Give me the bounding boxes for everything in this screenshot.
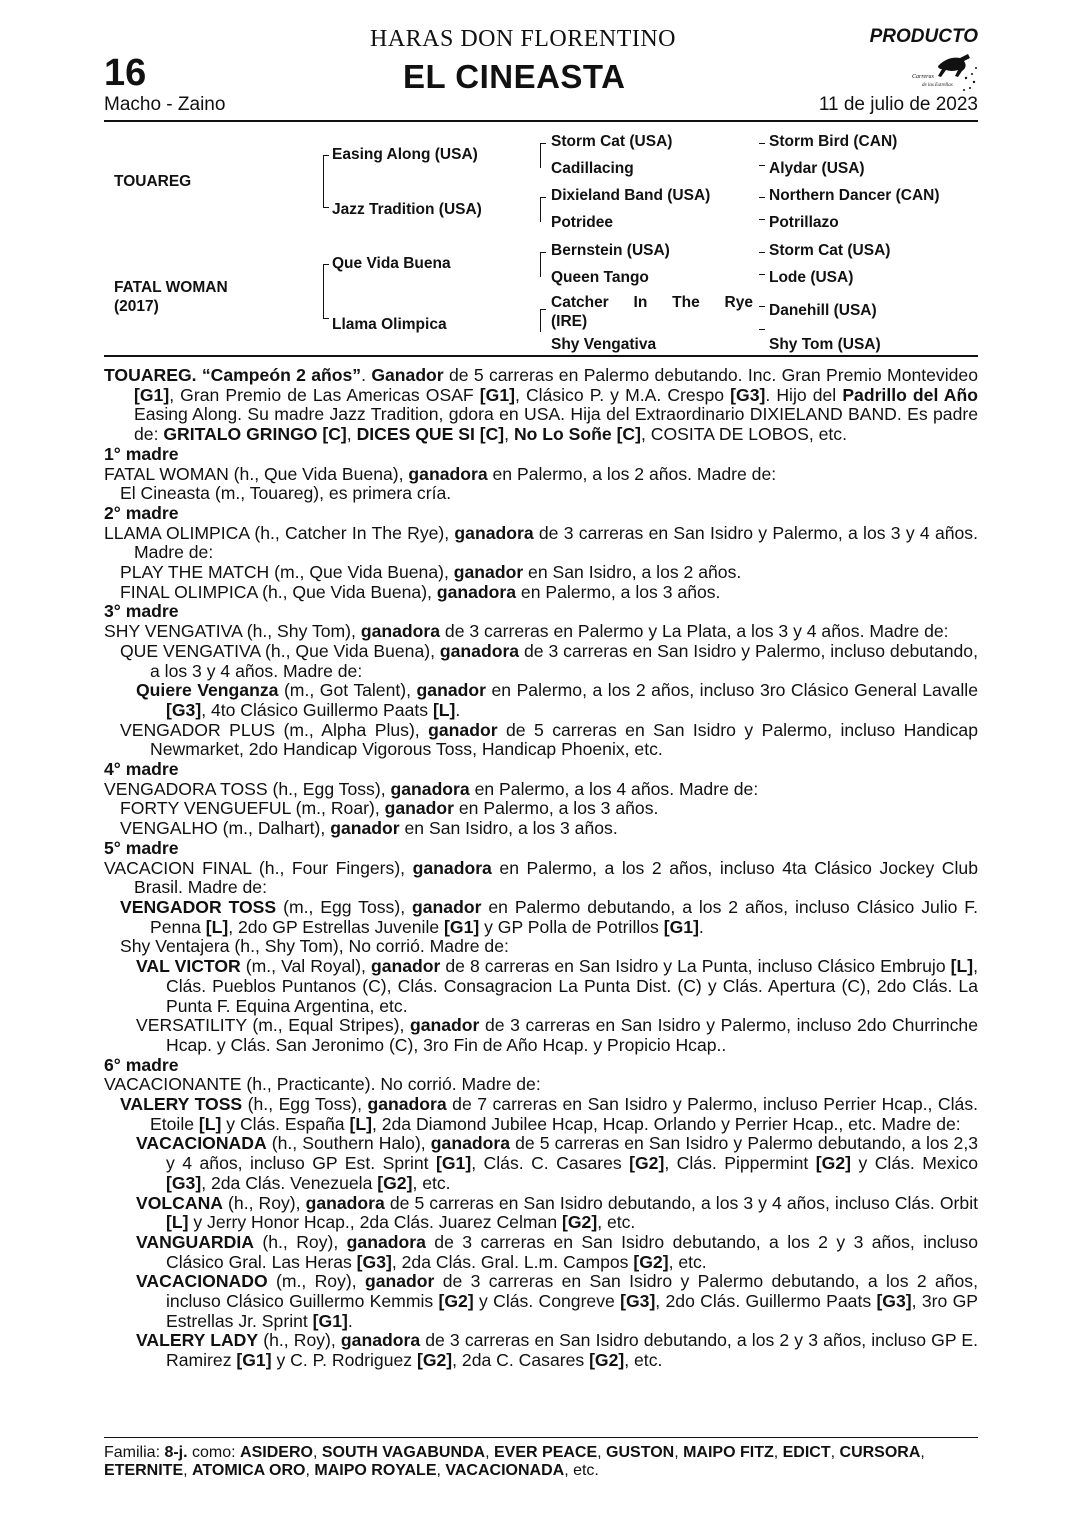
gen4-5: Storm Cat (USA) [769,242,891,259]
record-paragraph: Quiere Venganza (m., Got Talent), ganador en Palermo, a los 2 años, incluso 3ro Clásico General Lavalle [G3], 4to Clásico Guillermo Paats [L]. [136,680,979,720]
gen2-sire-dam: Jazz Tradition (USA) [332,201,482,218]
record-paragraph: VACACIONADA (h., Southern Halo), ganadora de 5 carreras en San Isidro y Palermo debutando, a los 2,3 y 4 años, incluso GP Est. Sprint [G1], Clás. C. Casares [G2], Clás. Pippermint [G2] y Clás. Mexico [G3], 2da Clás. Venezuela [G2], etc. [136,1133,979,1193]
gen3-1: Storm Cat (USA) [551,133,673,150]
stud-name: HARAS DON FLORENTINO [370,26,677,52]
record-paragraph: FORTY VENGUEFUL (m., Roar), ganador en Palermo, a los 3 años. [120,798,659,819]
record-paragraph: VENGADOR TOSS (m., Egg Toss), ganador en Palermo debutando, a los 2 años, incluso Clásico Julio F. Penna [L], 2do GP Estrellas Juvenile [G1] y GP Polla de Potrillos [G1]. [120,896,978,937]
dam-heading: 2° madre [104,502,179,523]
gen3-5: Bernstein (USA) [551,242,670,259]
dam-heading: 6° madre [104,1054,179,1075]
gen3-4: Potridee [551,214,614,231]
gen4-7: Danehill (USA) [769,302,877,319]
gen2-dam-dam: Llama Olimpica [332,316,447,333]
dam-heading: 4° madre [104,759,179,780]
dam-heading: 5° madre [104,837,179,858]
pedigree-rule [104,355,978,357]
gen2-sire-sire: Easing Along (USA) [332,146,478,163]
birth-date: 11 de julio de 2023 [818,94,978,115]
gen4-4: Potrillazo [769,214,839,231]
record-paragraph: VAL VICTOR (m., Val Royal), ganador de 8 carreras en San Isidro y La Punta, incluso Clásico Embrujo [L], Clás. Pueblos Puntanos (C), Clás. Consagracion La Punta Dist. (C) y Clás. Apertura (C), 2do Clás. La Punta F. Equina Argentina, etc. [136,956,978,1016]
gen4-2: Alydar (USA) [769,160,865,177]
sire-name: TOUAREG [114,173,192,190]
svg-text:de las Estrellas: de las Estrellas [922,83,953,88]
record-paragraph: VENGADOR PLUS (m., Alpha Plus), ganador de 5 carreras en San Isidro y Palermo, incluso Handicap Newmarket, 2do Handicap Vigorous Toss, Handicap Phoenix, etc. [120,719,978,760]
sex-color: Macho - Zaino [104,94,226,115]
record-paragraph: FATAL WOMAN (h., Que Vida Buena), ganadora en Palermo, a los 2 años. Madre de: [104,463,777,484]
gen3-8: Shy Vengativa [551,336,657,353]
gen3-7b: (IRE) [551,313,588,330]
record-paragraph: PLAY THE MATCH (m., Que Vida Buena), ganador en San Isidro, a los 2 años. [120,562,742,583]
dam-heading: 1° madre [104,443,179,464]
gen4-3: Northern Dancer (CAN) [769,187,940,204]
record-paragraph: FINAL OLIMPICA (h., Que Vida Buena), ganadora en Palermo, a los 3 años. [120,581,721,602]
horse-name: EL CINEASTA [403,58,626,95]
svg-text:Carreras: Carreras [912,74,934,80]
gen4-1: Storm Bird (CAN) [769,133,898,150]
record-paragraph: VENGALHO (m., Dalhart), ganador en San Isidro, a los 3 años. [120,818,618,839]
record-paragraph: LLAMA OLIMPICA (h., Catcher In The Rye), ganadora de 3 carreras en San Isidro y Palermo, a los 3 y 4 años. Madre de: [104,522,978,563]
record-paragraph: Shy Ventajera (h., Shy Tom), No corrió. Madre de: [120,936,509,957]
record-paragraph: VANGUARDIA (h., Roy), ganadora de 3 carreras en San Isidro debutando, a los 2 y 3 años, incluso Clásico Gral. Las Heras [G3], 2da Clás. Gral. L.m. Campos [G2], etc. [136,1231,978,1272]
record-paragraph: VACACION FINAL (h., Four Fingers), ganadora en Palermo, a los 2 años, incluso 4ta Clásico Jockey Club Brasil. Madre de: [104,857,978,898]
lot-number: 16 [104,52,147,94]
record-paragraph: VACACIONADO (m., Roy), ganador de 3 carreras en San Isidro y Palermo debutando, a los 2 años, incluso Clásico Guillermo Kemmis [G2] y Clás. Congreve [G3], 2do Clás. Guillermo Paats [G3], 3ro GP Estrellas Jr. Sprint [G1]. [136,1271,978,1331]
footer-rule [104,1437,978,1438]
header-rule [104,120,978,122]
record-paragraph: VALERY LADY (h., Roy), ganadora de 3 carreras en San Isidro debutando, a los 2 y 3 años, incluso GP E. Ramirez [G1] y C. P. Rodriguez [G2], 2da C. Casares [G2], etc. [136,1330,978,1371]
record-paragraph: El Cineasta (m., Touareg), es primera cría. [120,483,452,504]
dam-year: (2017) [114,298,159,315]
family-footer: Familia: 8-j. como: ASIDERO, SOUTH VAGABUNDA, EVER PEACE, GUSTON, MAIPO FITZ, EDICT, CURSORA, ETERNITE, ATOMICA ORO, MAIPO ROYALE, VACACIONADA, etc. [104,1444,925,1479]
record-paragraph: QUE VENGATIVA (h., Que Vida Buena), ganadora de 3 carreras en San Isidro y Palermo, incluso debutando, a los 3 y 4 años. Madre de: [120,640,978,681]
record-paragraph: VENGADORA TOSS (h., Egg Toss), ganadora en Palermo, a los 4 años. Madre de: [104,778,759,799]
record-paragraph: VERSATILITY (m., Equal Stripes), ganador de 3 carreras en San Isidro y Palermo, incluso 2do Churrinche Hcap. y Clás. San Jeronimo (C), 3ro Fin de Año Hcap. y Propicio Hcap.. [136,1015,979,1055]
record-paragraph: TOUAREG. “Campeón 2 años”. Ganador de 5 carreras en Palermo debutando. Inc. Gran Premio Montevideo [G1], Gran Premio de Las Americas OSAF [G1], Clásico P. y M.A. Crespo [G3]. Hijo del Padrillo del Año Easing Along. Su madre Jazz Tradition, gdora en USA. Hija del Extraordinario DIXIELAND BAND. Es padre de: GRITALO GRINGO [C], DICES QUE SI [C], No Lo Soñe [C], COSITA DE LOBOS, etc. [104,365,978,445]
gen4-6: Lode (USA) [769,269,854,286]
produce-record [104,366,978,1371]
record-paragraph: VALERY TOSS (h., Egg Toss), ganadora de 7 carreras en San Isidro y Palermo, incluso Perrier Hcap., Clás. Etoile [L] y Clás. España [L], 2da Diamond Jubilee Hcap, Hcap. Orlando y Perrier Hcap., etc. Madre de: [120,1094,979,1134]
producto-label: PRODUCTO [869,26,978,47]
gen3-2: Cadillacing [551,160,634,177]
record-paragraph: VOLCANA (h., Roy), ganadora de 5 carreras en San Isidro debutando, a los 3 y 4 años, incluso Clás. Orbit [L] y Jerry Honor Hcap., 2da Clás. Juarez Celman [G2], etc. [136,1192,978,1233]
dam-name: FATAL WOMAN [114,279,228,296]
gen3-7: Catcher In The Rye [551,294,753,311]
gen3-6: Queen Tango [551,269,649,286]
racing-logo-icon [908,52,982,96]
gen3-3: Dixieland Band (USA) [551,187,711,204]
gen2-dam-sire: Que Vida Buena [332,255,451,272]
dam-heading: 3° madre [104,601,179,622]
record-paragraph: SHY VENGATIVA (h., Shy Tom), ganadora de 3 carreras en Palermo y La Plata, a los 3 y 4 años. Madre de: [104,621,949,642]
gen4-8: Shy Tom (USA) [769,336,881,353]
record-paragraph: VACACIONANTE (h., Practicante). No corrió. Madre de: [104,1074,541,1095]
